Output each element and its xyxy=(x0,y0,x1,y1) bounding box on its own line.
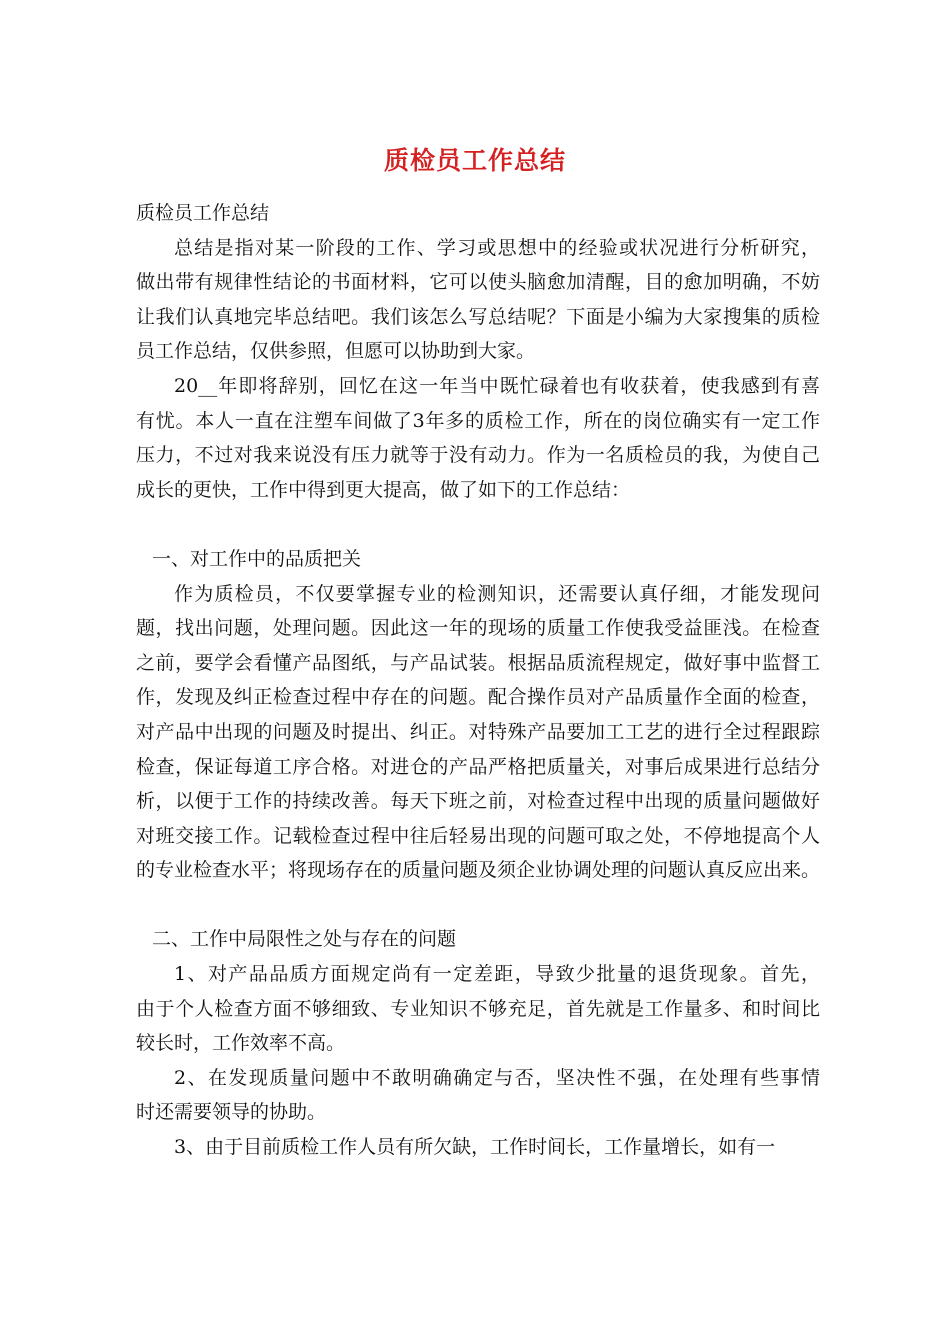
text-line: 题，找出问题，处理问题。因此这一年的现场的质量工作使我受益匪浅。在检查 xyxy=(136,617,820,640)
text-line: 的专业检查水平；将现场存在的质量问题及须企业协调处理的问题认真反应出来。 xyxy=(136,859,821,882)
document-title: 质检员工作总结 xyxy=(383,146,566,175)
text-line: 析，以便于工作的持续改善。每天下班之前，对检查过程中出现的质量问题做好 xyxy=(136,790,820,813)
text-line: 让我们认真地完毕总结吧。我们该怎么写总结呢？下面是小编为大家搜集的质检 xyxy=(136,305,820,328)
text-line: 作，发现及纠正检查过程中存在的问题。配合操作员对产品质量作全面的检查， xyxy=(136,686,820,709)
section-heading: 一、对工作中的品质把关 xyxy=(152,547,362,570)
text-line: 有忧。本人一直在注塑车间做了3年多的质检工作，所在的岗位确实有一定工作 xyxy=(136,409,820,432)
text-line: 检查，保证每道工序合格。对进仓的产品严格把质量关，对事后成果进行总结分 xyxy=(136,755,820,778)
text-line: 1、对产品品质方面规定尚有一定差距，导致少批量的退货现象。首先， xyxy=(174,963,820,986)
text-line: 较长时，工作效率不高。 xyxy=(136,1032,346,1055)
text-line: 压力，不过对我来说没有压力就等于没有动力。作为一名质检员的我，为使自己 xyxy=(136,444,820,467)
blank-line xyxy=(136,507,820,542)
text-line: 之前，要学会看懂产品图纸，与产品试装。根据品质流程规定，做好事中监督工 xyxy=(136,651,820,674)
blank-line xyxy=(136,888,820,923)
text-line: 成长的更快，工作中得到更大提高，做了如下的工作总结： xyxy=(136,478,631,501)
text-line: 作为质检员，不仅要掌握专业的检测知识，还需要认真仔细，才能发现问 xyxy=(174,582,820,605)
text-line: 时还需要领导的协助。 xyxy=(136,1101,327,1124)
text-line: 质检员工作总结 xyxy=(136,202,270,224)
text-line: 总结是指对某一阶段的工作、学习或思想中的经验或状况进行分析研究， xyxy=(174,236,820,259)
text-line: 3、由于目前质检工作人员有所欠缺，工作时间长，工作量增长，如有一 xyxy=(174,1136,776,1159)
text-line: 做出带有规律性结论的书面材料，它可以使头脑愈加清醒，目的愈加明确，不妨 xyxy=(136,271,820,294)
section-heading: 二、工作中局限性之处与存在的问题 xyxy=(152,928,457,951)
text-line: 20__年即将辞别，回忆在这一年当中既忙碌着也有收获着，使我感到有喜 xyxy=(174,374,820,397)
text-line: 由于个人检查方面不够细致、专业知识不够充足，首先就是工作量多、和时间比 xyxy=(136,997,820,1020)
text-line: 员工作总结，仅供参照，但愿可以协助到大家。 xyxy=(136,340,536,363)
document-body xyxy=(136,196,820,1165)
text-line: 对产品中出现的问题及时提出、纠正。对特殊产品要加工工艺的进行全过程跟踪 xyxy=(136,720,820,743)
text-line: 对班交接工作。记载检查过程中往后轻易出现的问题可取之处，不停地提高个人 xyxy=(136,824,820,847)
text-line: 2、在发现质量问题中不敢明确确定与否，坚决性不强，在处理有些事情 xyxy=(174,1066,820,1089)
